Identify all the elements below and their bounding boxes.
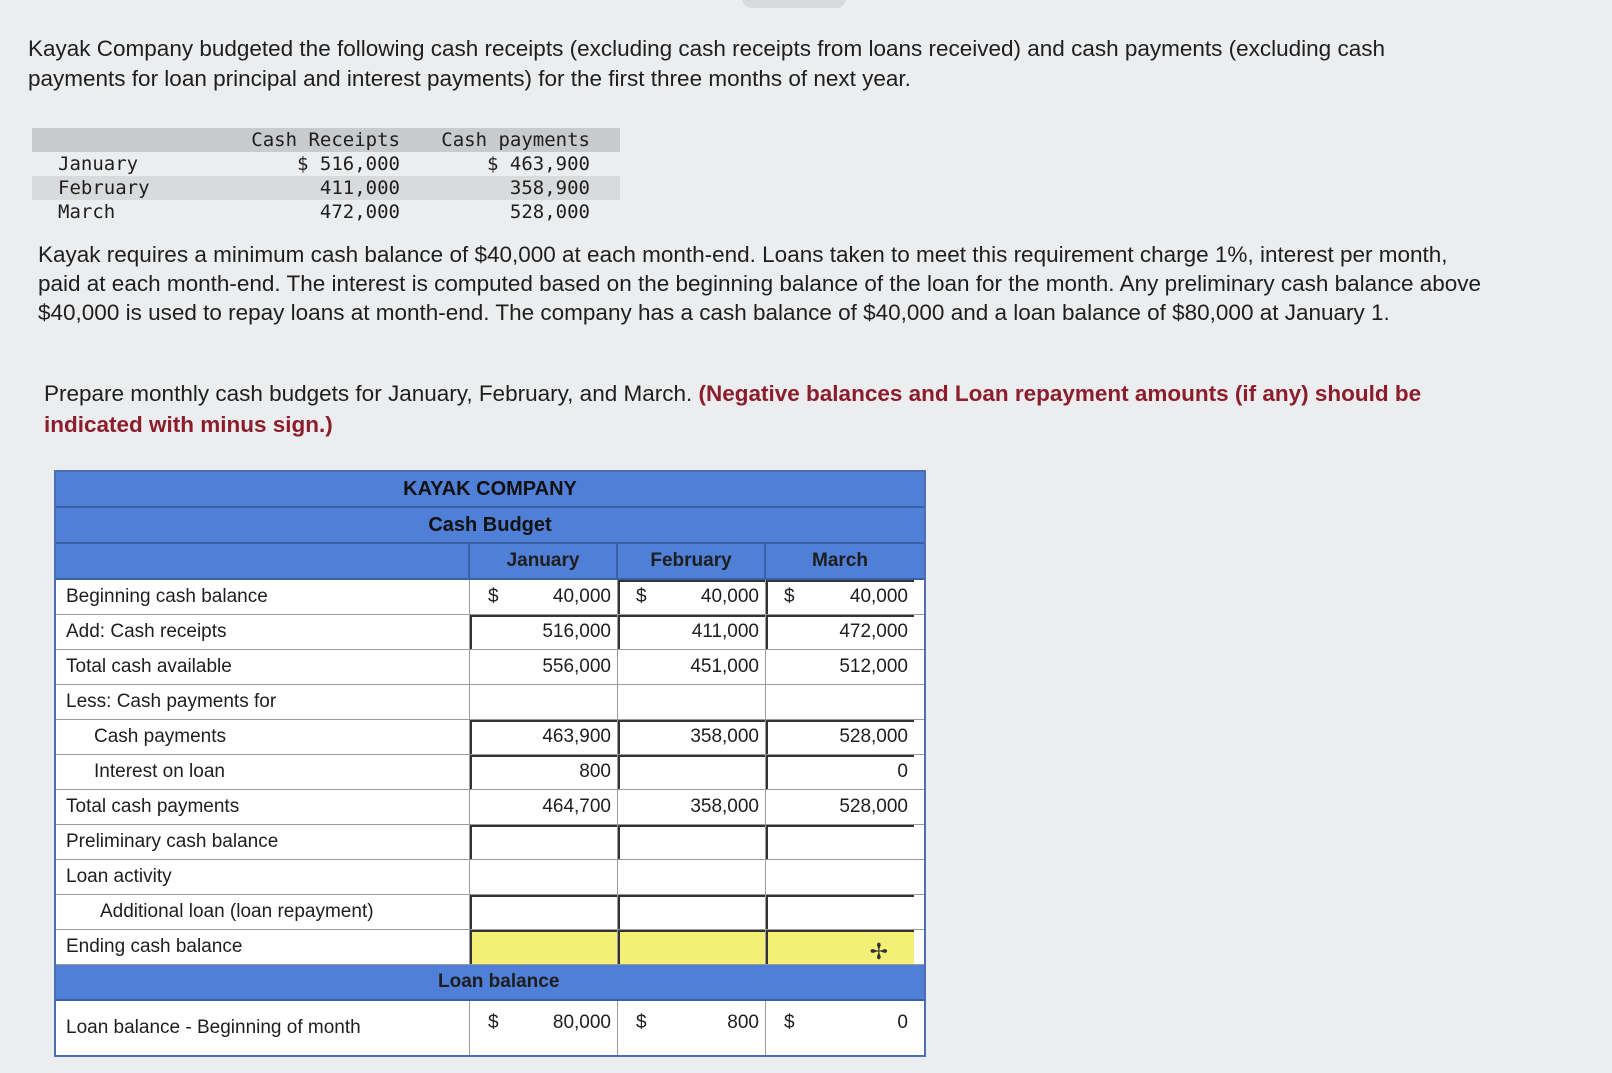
blank-cell: [618, 860, 766, 894]
intro-text: Kayak Company budgeted the following cash receipts (excluding cash receipts from loans received) and cash payments (excluding cash payments for loan principal and interest payments) for the first three months of next year.: [28, 36, 1385, 91]
input-ending-mar[interactable]: [766, 930, 914, 964]
input-preliminary-jan[interactable]: [470, 825, 618, 859]
value: 80,000: [552, 1012, 611, 1033]
input-receipts-mar[interactable]: 472,000: [766, 615, 914, 649]
label-loan-activity: Loan activity: [56, 860, 470, 894]
dollar-sign: $: [784, 1012, 795, 1033]
input-beginning-jan[interactable]: [470, 580, 618, 614]
input-beginning-mar[interactable]: [766, 580, 914, 614]
loan-balance-header: Loan balance: [56, 965, 924, 1001]
given-header-receipts: Cash Receipts: [251, 129, 400, 151]
given-month: March: [58, 201, 116, 223]
given-header-blank: [32, 128, 248, 152]
label-total-available: Total cash available: [56, 650, 470, 684]
input-beginning-feb[interactable]: [618, 580, 766, 614]
given-payments: $ 463,900: [487, 153, 590, 175]
given-receipts: 411,000: [319, 177, 400, 199]
value-total-available-jan: 556,000: [470, 650, 618, 684]
row-ending-cash: [56, 930, 924, 965]
given-payments: 528,000: [509, 201, 590, 223]
given-month: February: [58, 177, 150, 199]
given-month: January: [58, 153, 139, 175]
blank-cell: [470, 685, 618, 719]
month-header-january: January: [470, 544, 618, 578]
row-loan-beginning: [56, 1001, 924, 1055]
blank-cell: [470, 860, 618, 894]
cursor-plus-icon: ✢: [869, 939, 888, 964]
budget-title: Cash Budget: [56, 508, 924, 544]
label-cash-payments: Cash payments: [56, 720, 470, 754]
label-additional-loan: Additional loan (loan repayment): [56, 895, 470, 929]
input-loan-beg-feb[interactable]: [618, 1001, 766, 1055]
instruction-text: [44, 378, 1464, 440]
given-receipts: 472,000: [319, 201, 400, 223]
value-total-payments-feb: 358,000: [618, 790, 766, 824]
dollar-sign: $: [784, 586, 795, 607]
given-table-header: [32, 128, 620, 152]
instruction-bold: (Negative balances and Loan repayment amounts (if any) should be indicated with minus sign.): [44, 381, 1422, 437]
month-header-february: February: [618, 544, 766, 578]
label-total-payments: Total cash payments: [56, 790, 470, 824]
value-total-payments-mar: 528,000: [839, 796, 908, 817]
value-total-available-feb: 451,000: [618, 650, 766, 684]
input-loan-beg-jan[interactable]: [470, 1001, 618, 1055]
month-header-march: March: [812, 550, 868, 571]
label-interest: Interest on loan: [56, 755, 470, 789]
input-preliminary-feb[interactable]: [618, 825, 766, 859]
row-total-payments: [56, 790, 924, 825]
dollar-sign: $: [636, 1012, 647, 1033]
input-preliminary-mar[interactable]: [766, 825, 914, 859]
row-loan-activity: [56, 860, 924, 895]
requirements-paragraph: Kayak requires a minimum cash balance of $40,000 at each month-end. Loans taken to meet this requirement charge 1%, interest per month, paid at each month-end. The interest is computed based on the beginning balance of the loan for the month. Any preliminary cash balance above $40,000 is used to repay loans at month-end. The company has a cash balance of $40,000 and a loan balance of $80,000 at January 1.: [38, 242, 1482, 325]
company-name: KAYAK COMPANY: [56, 472, 924, 508]
value-total-available-mar: 512,000: [839, 656, 908, 677]
input-interest-jan[interactable]: 800: [470, 755, 618, 789]
input-loan-feb[interactable]: [618, 895, 766, 929]
browser-tab-edge: [742, 0, 846, 8]
input-ending-jan[interactable]: [470, 930, 618, 964]
value: 0: [897, 1012, 908, 1033]
row-cash-payments: [56, 720, 924, 755]
label-less-payments: Less: Cash payments for: [56, 685, 470, 719]
value: 800: [727, 1012, 759, 1033]
given-payments: 358,900: [509, 177, 590, 199]
month-header-blank: [56, 544, 470, 578]
input-ending-feb[interactable]: [618, 930, 766, 964]
input-payments-feb[interactable]: 358,000: [618, 720, 766, 754]
blank-cell: [766, 685, 914, 719]
dollar-sign: $: [488, 1012, 499, 1033]
input-loan-jan[interactable]: [470, 895, 618, 929]
row-less-payments: [56, 685, 924, 720]
given-row: [32, 200, 620, 224]
value: 40,000: [849, 586, 908, 607]
row-cash-receipts: [56, 615, 924, 650]
given-header-payments: Cash payments: [441, 129, 590, 151]
given-row: [32, 176, 620, 200]
cash-budget-table: [54, 470, 926, 1057]
given-receipts: $ 516,000: [297, 153, 400, 175]
blank-cell: [618, 685, 766, 719]
input-interest-mar[interactable]: 0: [766, 755, 914, 789]
input-payments-jan[interactable]: 463,900: [470, 720, 618, 754]
input-payments-mar[interactable]: 528,000: [766, 720, 914, 754]
month-header-row: [56, 544, 924, 580]
dollar-sign: $: [488, 586, 499, 607]
input-interest-feb[interactable]: [618, 755, 766, 789]
value-total-payments-jan: 464,700: [470, 790, 618, 824]
label-ending-cash: Ending cash balance: [56, 930, 470, 964]
input-loan-mar[interactable]: [766, 895, 914, 929]
row-total-available: [56, 650, 924, 685]
label-beginning-cash: Beginning cash balance: [56, 580, 470, 614]
given-data-table: [32, 128, 620, 224]
input-receipts-jan[interactable]: 516,000: [470, 615, 618, 649]
row-interest: [56, 755, 924, 790]
label-loan-beginning: Loan balance - Beginning of month: [56, 1001, 470, 1055]
value: 40,000: [700, 586, 759, 607]
row-preliminary: [56, 825, 924, 860]
input-receipts-feb[interactable]: 411,000: [618, 615, 766, 649]
instruction-plain: Prepare monthly cash budgets for January, February, and March.: [44, 381, 693, 406]
row-beginning-cash: [56, 580, 924, 615]
blank-cell: [766, 860, 914, 894]
label-cash-receipts: Add: Cash receipts: [56, 615, 470, 649]
label-preliminary: Preliminary cash balance: [56, 825, 470, 859]
value: 40,000: [552, 586, 611, 607]
dollar-sign: $: [636, 586, 647, 607]
input-loan-beg-mar[interactable]: [766, 1001, 914, 1055]
given-row: [32, 152, 620, 176]
row-additional-loan: [56, 895, 924, 930]
